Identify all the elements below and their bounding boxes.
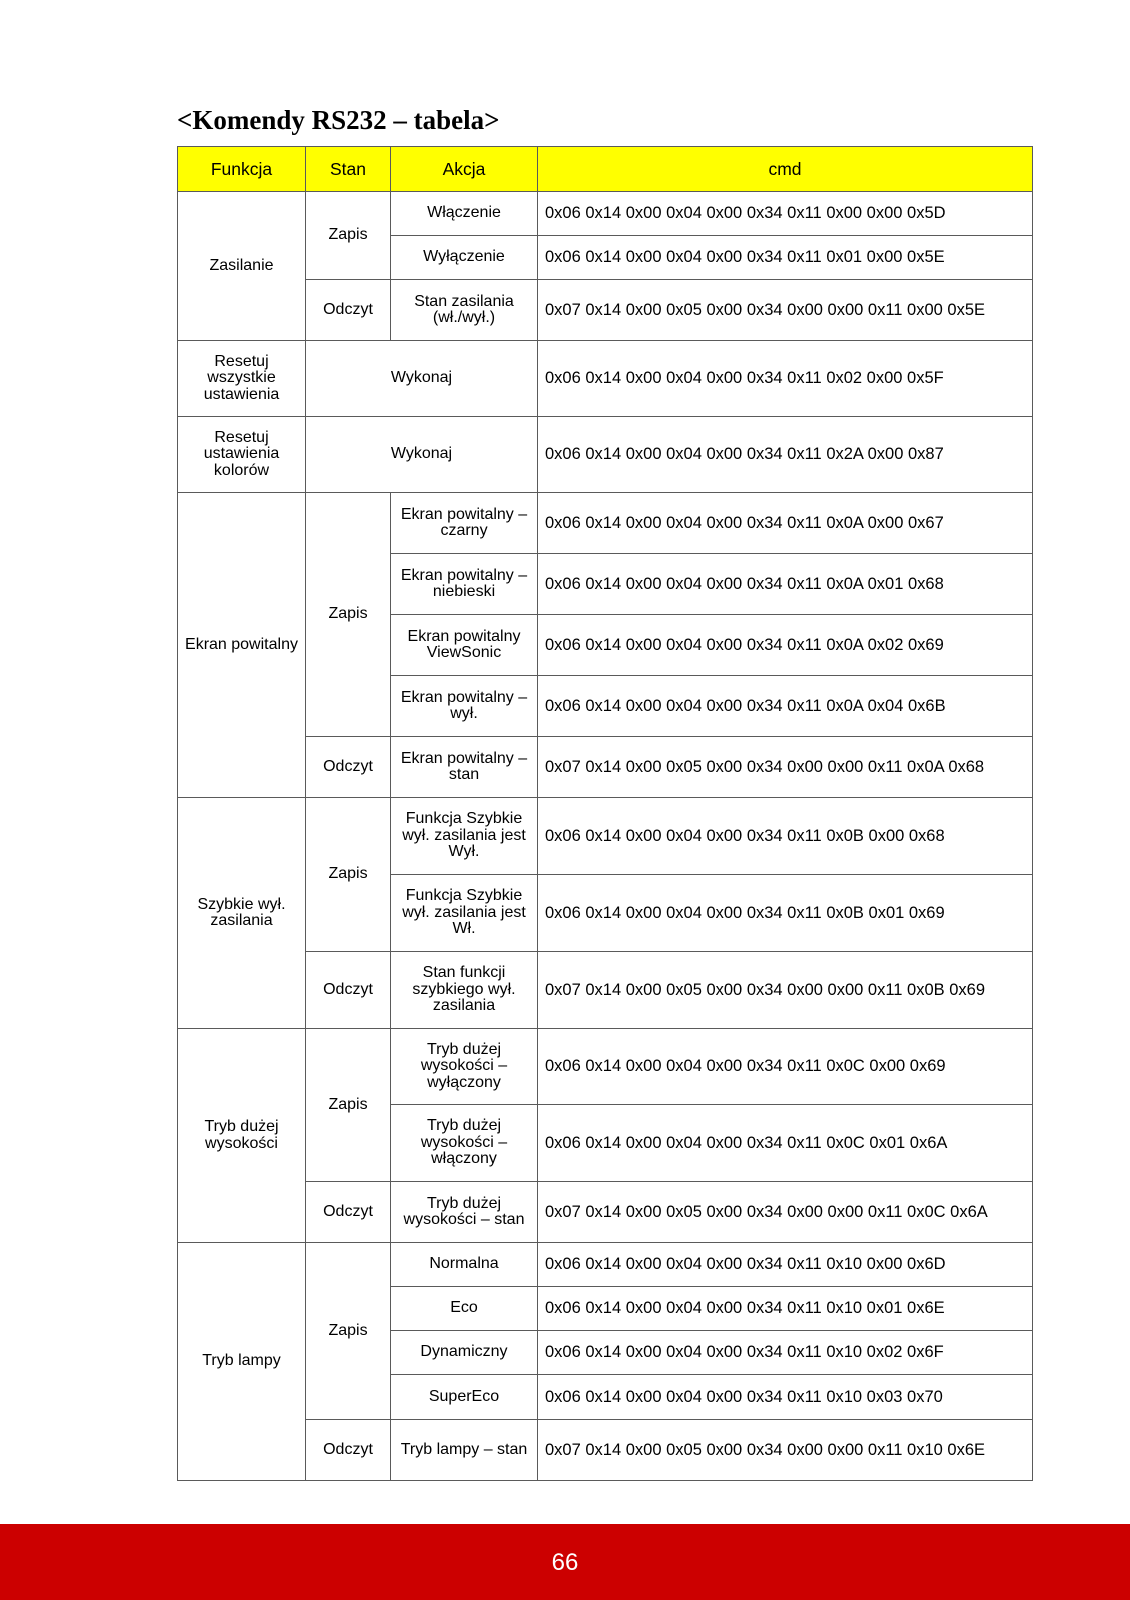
table-body	[178, 192, 1033, 1481]
table-row	[178, 341, 1033, 417]
table-row	[178, 952, 1033, 1029]
cell-cmd: 0x07 0x14 0x00 0x05 0x00 0x34 0x00 0x00 0x11 0x00 0x5E	[538, 280, 1033, 341]
cell-akcja: Dynamiczny	[391, 1331, 538, 1375]
cell-stan: Zapis	[306, 1029, 391, 1182]
header-stan: Stan	[306, 147, 391, 192]
cell-cmd: 0x07 0x14 0x00 0x05 0x00 0x34 0x00 0x00 0x11 0x0C 0x6A	[538, 1182, 1033, 1243]
cell-akcja: SuperEco	[391, 1375, 538, 1420]
cell-stan: Odczyt	[306, 952, 391, 1029]
table-row	[178, 1029, 1033, 1105]
cell-cmd: 0x06 0x14 0x00 0x04 0x00 0x34 0x11 0x0C 0x01 0x6A	[538, 1105, 1033, 1182]
cell-cmd: 0x06 0x14 0x00 0x04 0x00 0x34 0x11 0x10 0x02 0x6F	[538, 1331, 1033, 1375]
cell-stan: Zapis	[306, 1243, 391, 1420]
cell-cmd: 0x06 0x14 0x00 0x04 0x00 0x34 0x11 0x0A 0x04 0x6B	[538, 676, 1033, 737]
cell-akcja: Ekran powitalny ViewSonic	[391, 615, 538, 676]
table-row	[178, 493, 1033, 554]
cell-akcja: Ekran powitalny – wył.	[391, 676, 538, 737]
cell-stan: Wykonaj	[306, 417, 538, 493]
table-row	[178, 1243, 1033, 1287]
cell-akcja: Ekran powitalny – stan	[391, 737, 538, 798]
table-row	[178, 1420, 1033, 1481]
cell-akcja: Ekran powitalny – niebieski	[391, 554, 538, 615]
cell-cmd: 0x06 0x14 0x00 0x04 0x00 0x34 0x11 0x0B 0x01 0x69	[538, 875, 1033, 952]
table-row	[178, 192, 1033, 236]
cell-akcja: Tryb dużej wysokości – włączony	[391, 1105, 538, 1182]
header-funkcja: Funkcja	[178, 147, 306, 192]
cell-funkcja: Tryb dużej wysokości	[178, 1029, 306, 1243]
cell-akcja: Funkcja Szybkie wył. zasilania jest Wył.	[391, 798, 538, 875]
cell-akcja: Wyłączenie	[391, 236, 538, 280]
cell-stan: Zapis	[306, 798, 391, 952]
rs232-command-table	[177, 146, 1033, 1481]
cell-cmd: 0x07 0x14 0x00 0x05 0x00 0x34 0x00 0x00 0x11 0x10 0x6E	[538, 1420, 1033, 1481]
table-header-row	[178, 147, 1033, 192]
header-cmd: cmd	[538, 147, 1033, 192]
cell-stan: Odczyt	[306, 280, 391, 341]
cell-stan: Odczyt	[306, 1182, 391, 1243]
cell-cmd: 0x06 0x14 0x00 0x04 0x00 0x34 0x11 0x0C 0x00 0x69	[538, 1029, 1033, 1105]
table-row	[178, 1182, 1033, 1243]
cell-cmd: 0x06 0x14 0x00 0x04 0x00 0x34 0x11 0x10 0x00 0x6D	[538, 1243, 1033, 1287]
cell-funkcja: Resetuj wszystkie ustawienia	[178, 341, 306, 417]
cell-akcja: Włączenie	[391, 192, 538, 236]
cell-akcja: Normalna	[391, 1243, 538, 1287]
cell-cmd: 0x06 0x14 0x00 0x04 0x00 0x34 0x11 0x10 0x03 0x70	[538, 1375, 1033, 1420]
cell-stan: Zapis	[306, 192, 391, 280]
table-row	[178, 280, 1033, 341]
cell-cmd: 0x07 0x14 0x00 0x05 0x00 0x34 0x00 0x00 0x11 0x0A 0x68	[538, 737, 1033, 798]
cell-cmd: 0x06 0x14 0x00 0x04 0x00 0x34 0x11 0x0B 0x00 0x68	[538, 798, 1033, 875]
cell-cmd: 0x06 0x14 0x00 0x04 0x00 0x34 0x11 0x10 0x01 0x6E	[538, 1287, 1033, 1331]
header-akcja: Akcja	[391, 147, 538, 192]
cell-funkcja: Ekran powitalny	[178, 493, 306, 798]
cell-cmd: 0x06 0x14 0x00 0x04 0x00 0x34 0x11 0x0A 0x02 0x69	[538, 615, 1033, 676]
cell-akcja: Stan funkcji szybkiego wył. zasilania	[391, 952, 538, 1029]
cell-cmd: 0x06 0x14 0x00 0x04 0x00 0x34 0x11 0x0A 0x00 0x67	[538, 493, 1033, 554]
cell-akcja: Tryb lampy – stan	[391, 1420, 538, 1481]
cell-akcja: Eco	[391, 1287, 538, 1331]
cell-stan: Odczyt	[306, 1420, 391, 1481]
table-row	[178, 737, 1033, 798]
cell-akcja: Ekran powitalny – czarny	[391, 493, 538, 554]
cell-funkcja: Tryb lampy	[178, 1243, 306, 1481]
table-row	[178, 417, 1033, 493]
cell-cmd: 0x07 0x14 0x00 0x05 0x00 0x34 0x00 0x00 0x11 0x0B 0x69	[538, 952, 1033, 1029]
cell-akcja: Funkcja Szybkie wył. zasilania jest Wł.	[391, 875, 538, 952]
cell-funkcja: Szybkie wył. zasilania	[178, 798, 306, 1029]
page-footer	[0, 1524, 1130, 1600]
cell-akcja: Stan zasilania (wł./wył.)	[391, 280, 538, 341]
cell-stan: Zapis	[306, 493, 391, 737]
cell-stan: Odczyt	[306, 737, 391, 798]
cell-cmd: 0x06 0x14 0x00 0x04 0x00 0x34 0x11 0x00 0x00 0x5D	[538, 192, 1033, 236]
page-number: 66	[551, 1549, 579, 1576]
cell-cmd: 0x06 0x14 0x00 0x04 0x00 0x34 0x11 0x0A 0x01 0x68	[538, 554, 1033, 615]
cell-stan: Wykonaj	[306, 341, 538, 417]
cell-akcja: Tryb dużej wysokości – wyłączony	[391, 1029, 538, 1105]
page-title: <Komendy RS232 – tabela>	[177, 105, 500, 135]
cell-funkcja: Resetuj ustawienia kolorów	[178, 417, 306, 493]
cell-cmd: 0x06 0x14 0x00 0x04 0x00 0x34 0x11 0x2A 0x00 0x87	[538, 417, 1033, 493]
cell-funkcja: Zasilanie	[178, 192, 306, 341]
cell-cmd: 0x06 0x14 0x00 0x04 0x00 0x34 0x11 0x01 0x00 0x5E	[538, 236, 1033, 280]
table-row	[178, 798, 1033, 875]
cell-cmd: 0x06 0x14 0x00 0x04 0x00 0x34 0x11 0x02 0x00 0x5F	[538, 341, 1033, 417]
cell-akcja: Tryb dużej wysokości – stan	[391, 1182, 538, 1243]
